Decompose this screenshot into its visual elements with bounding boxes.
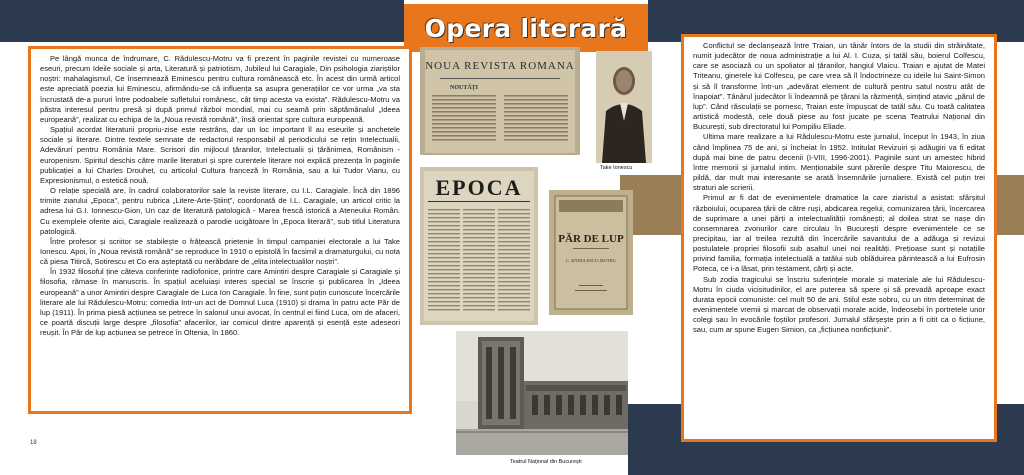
newspaper-noua-revista-image [420, 47, 580, 155]
portrait-caption: Take Ionescu [600, 165, 633, 171]
paragraph: Primul ar fi dat de evenimentele dramatice la care ziaristul a asistat: sfârșitul războiului, ocuparea țării de către ruși, abdicarea regelui, comunizarea țării, încercarea de suprimare a unei părți a intelectualității românești; al doilea strat se nașe din consemnarea zvonurilor care circulau în București despre evenimentele ce se precipitau, iar al treilea rezultă din încercările savantului de a adăuga și revizui postulatele propriei filosofii sub asaltul unei noi realități. Prețioase sunt și notațiile privind familia, formația intelectuală a tatălui sub oblăduirea părintească a lui Eufrosin Poteca, ce i-a lăsat, prin testament, cărți și acte. [693, 193, 985, 274]
theatre-caption: Teatrul Național din București [510, 459, 582, 465]
newspaper-masthead: NOUA REVISTA ROMANA [425, 60, 575, 72]
paragraph: Sub zodia tragicului se înscriu suferințele morale și materiale ale lui Rădulescu-Motru în ciuda vicisitudinilor, el are puterea să spere și să prevadă aproape exact durata epocii comuniste: cel mult 50 de ani. Stilul este sobru, cu un ritm determinat de evenimentele vremii și marcat de observații morale acide, îndeosebi în portretele unor colegi sau în evocările foștilor profesori. Jurnalul sfârșește prin a fi citit ca o ficțiune, sau, cum ar spune Eugen Simion, ca „ficțiunea nonficțiunii”. [693, 274, 985, 335]
paragraph: În 1932 filosoful ține câteva conferințe radiofonice, printre care Amintiri despre Caragiale și Caragiale și filosofia, rămase în manuscris. În spațiul aceluiași interes special se înscrie și publicarea în „Ideea europeană” a unor Amintiri despre Caragiale de Luca Ion Caragiale. În fine, sunt puțin cunoscute încercările literare ale lui Rădulescu-Motru: comedia Intr-un act de Domnul Luca (1910) și drama în patru acte Păr de lup (1911). În prima piesă acțiunea se petrece în salonul unui avocat, în centrul ei fiind Luca, om de afaceri, ce poartă discuții large despre „filosofia” afacerilor, iar comicul dintre aparență și esență este adeseori reușit. În Păr de lup acțiunea se petrece în Oltenia, în 1860. [40, 267, 400, 338]
left-text-column [28, 46, 412, 414]
page-number: 18 [30, 440, 37, 446]
newspaper-epoca-image [420, 167, 538, 325]
paragraph: Între profesor și scriitor se stabilește o frățească prietenie în timpul campaniei electorale a lui Take Ionescu. Apoi, în „Noua revistă română” se reproduce în 1910 o epistolă în facsimil a dramaturgului, cu nota că piesa Titircă, Sotirescu et Co era așteptată cu nerăbdare de „elita intelectualilor noștri”. [40, 236, 400, 267]
page-title-bar [404, 4, 648, 52]
book-author: C. RĂDULESCU-MOTRU [565, 258, 617, 263]
book-title: PĂR DE LUP [558, 233, 624, 245]
book-par-de-lup-image [549, 190, 633, 315]
header-band-left [0, 0, 404, 42]
paragraph: Spațiul acordat literaturii propriu-zise este restrâns, dar un loc important îl au eseurile și anchetele sociale și literare. Dintre textele semnate de redactorul responsabil al periodicului se rețin Intelectualii, Adevărurí pentru România Mare. Scrisori din mijlocul țăranilor, Intelectualii și țărănimea, Românism - europenism. Spiritul deschis către marile literaturi și spre curentele literare noi explică prezența în paginile publicației a lui Charles Drouhet, cu articolul Cultura franceză în România, sau a lui Tudor Vianu, cu Expresionismul, o estetică nouă. [40, 125, 400, 185]
paragraph: Ultima mare realizare a lui Rădulescu-Motru este jurnalul, început în 1943, în ziua când împlinea 75 de ani, și încheiat în 1952. Intitulat Revizuiri și adăugiri va fi editat după mai bine de patru decenii (I-VIII, 1996-2001). Paginile sunt un amestec hibrid între memorii și jurnalul intim. Menționabile sunt părerile despre Titu Maiorescu, de pildă, dar mult mai interesante se arată însemnările jurnaliere. Există cel puțin trei straturi ale scrierii. [693, 132, 985, 193]
page-title: Opera literară [424, 13, 628, 43]
newspaper-heading: NOUTĂȚI [449, 85, 479, 91]
paragraph: Conflictul se declanșează între Traian, un tânăr întors de la studii din străinătate, numit judecător de noua administrație a lui Al. I. Cuza, și tatăl său, boierul Colfescu, care se asociază cu un spoliator al țăranilor, hangiul Vlaicu. Traian e ajutat de Matei Triteanu, ginerele lui Colfescu, pe care vrea să îl îndoctrineze cu ideile lui Saint-Simon și să îl transforme într-un „adevărat element de cultură pentru satul nostru atât de înapoiat”. Tânărul judecător îi îndeamnă pe țărani la răzmeriță, simțind atavic „părul de lup”. Când răsculații se pornesc, Traian este împușcat de tatăl său. Cu toată calitatea artistică modestă, cele două piese au fost jucate pe scena Teatrului Național din București, sub directoratul lui Pompiliu Eliade. [693, 41, 985, 132]
right-text-column [681, 34, 997, 442]
paragraph: O relație specială are, în cadrul colaboratorilor sale la reviste literare, cu I.L. Caragiale. Încă din 1896 trimite ziarului „Epoca”, pentru rubrica „Litere-Arte-Științ”, coordonată de I.L. Caragiale, un articol critic la adresa lui G.I. Ionnescu-Gion, Un caz de literatură patologică - Marea frescă istorică a Ateneului Român. Cu exemplele oferite aici, Caragiale realizează o parodie ucigătoare în „Epoca literară”, sub titlul Literatura patologică. [40, 186, 400, 236]
teatrul-national-photo [456, 331, 628, 455]
paragraph: Pe lângă munca de îndrumare, C. Rădulescu-Motru va fi prezent în paginile revistei cu numeroase eseuri, precum Ideile sociale și arta, Literatură și patriotism, Jubileul lui Caragiale, Din psihologia ziariștilor noștri: mahalagismul, Ce însemnează Eminescu pentru cultura românească etc. În acest din urmă articol este apreciată poezia lui Eminescu, afirmându-se că influența sa asupra generațiilor ce vor urma „va sta încrustată de-a pururi între podoabele sufletului românesc, cât timp acesta va exista”. Rădulescu-Motru va păstra interesul pentru presă și după primul război mondial, mai cu seamă prin săptămânalul „Ideea europeană”, realizat cu echipa de la „Noua revistă română”, însă orientat spre cultura europeană. [40, 54, 400, 124]
portrait-take-ionescu-image [596, 51, 652, 163]
epoca-masthead: EPOCA [435, 175, 523, 200]
